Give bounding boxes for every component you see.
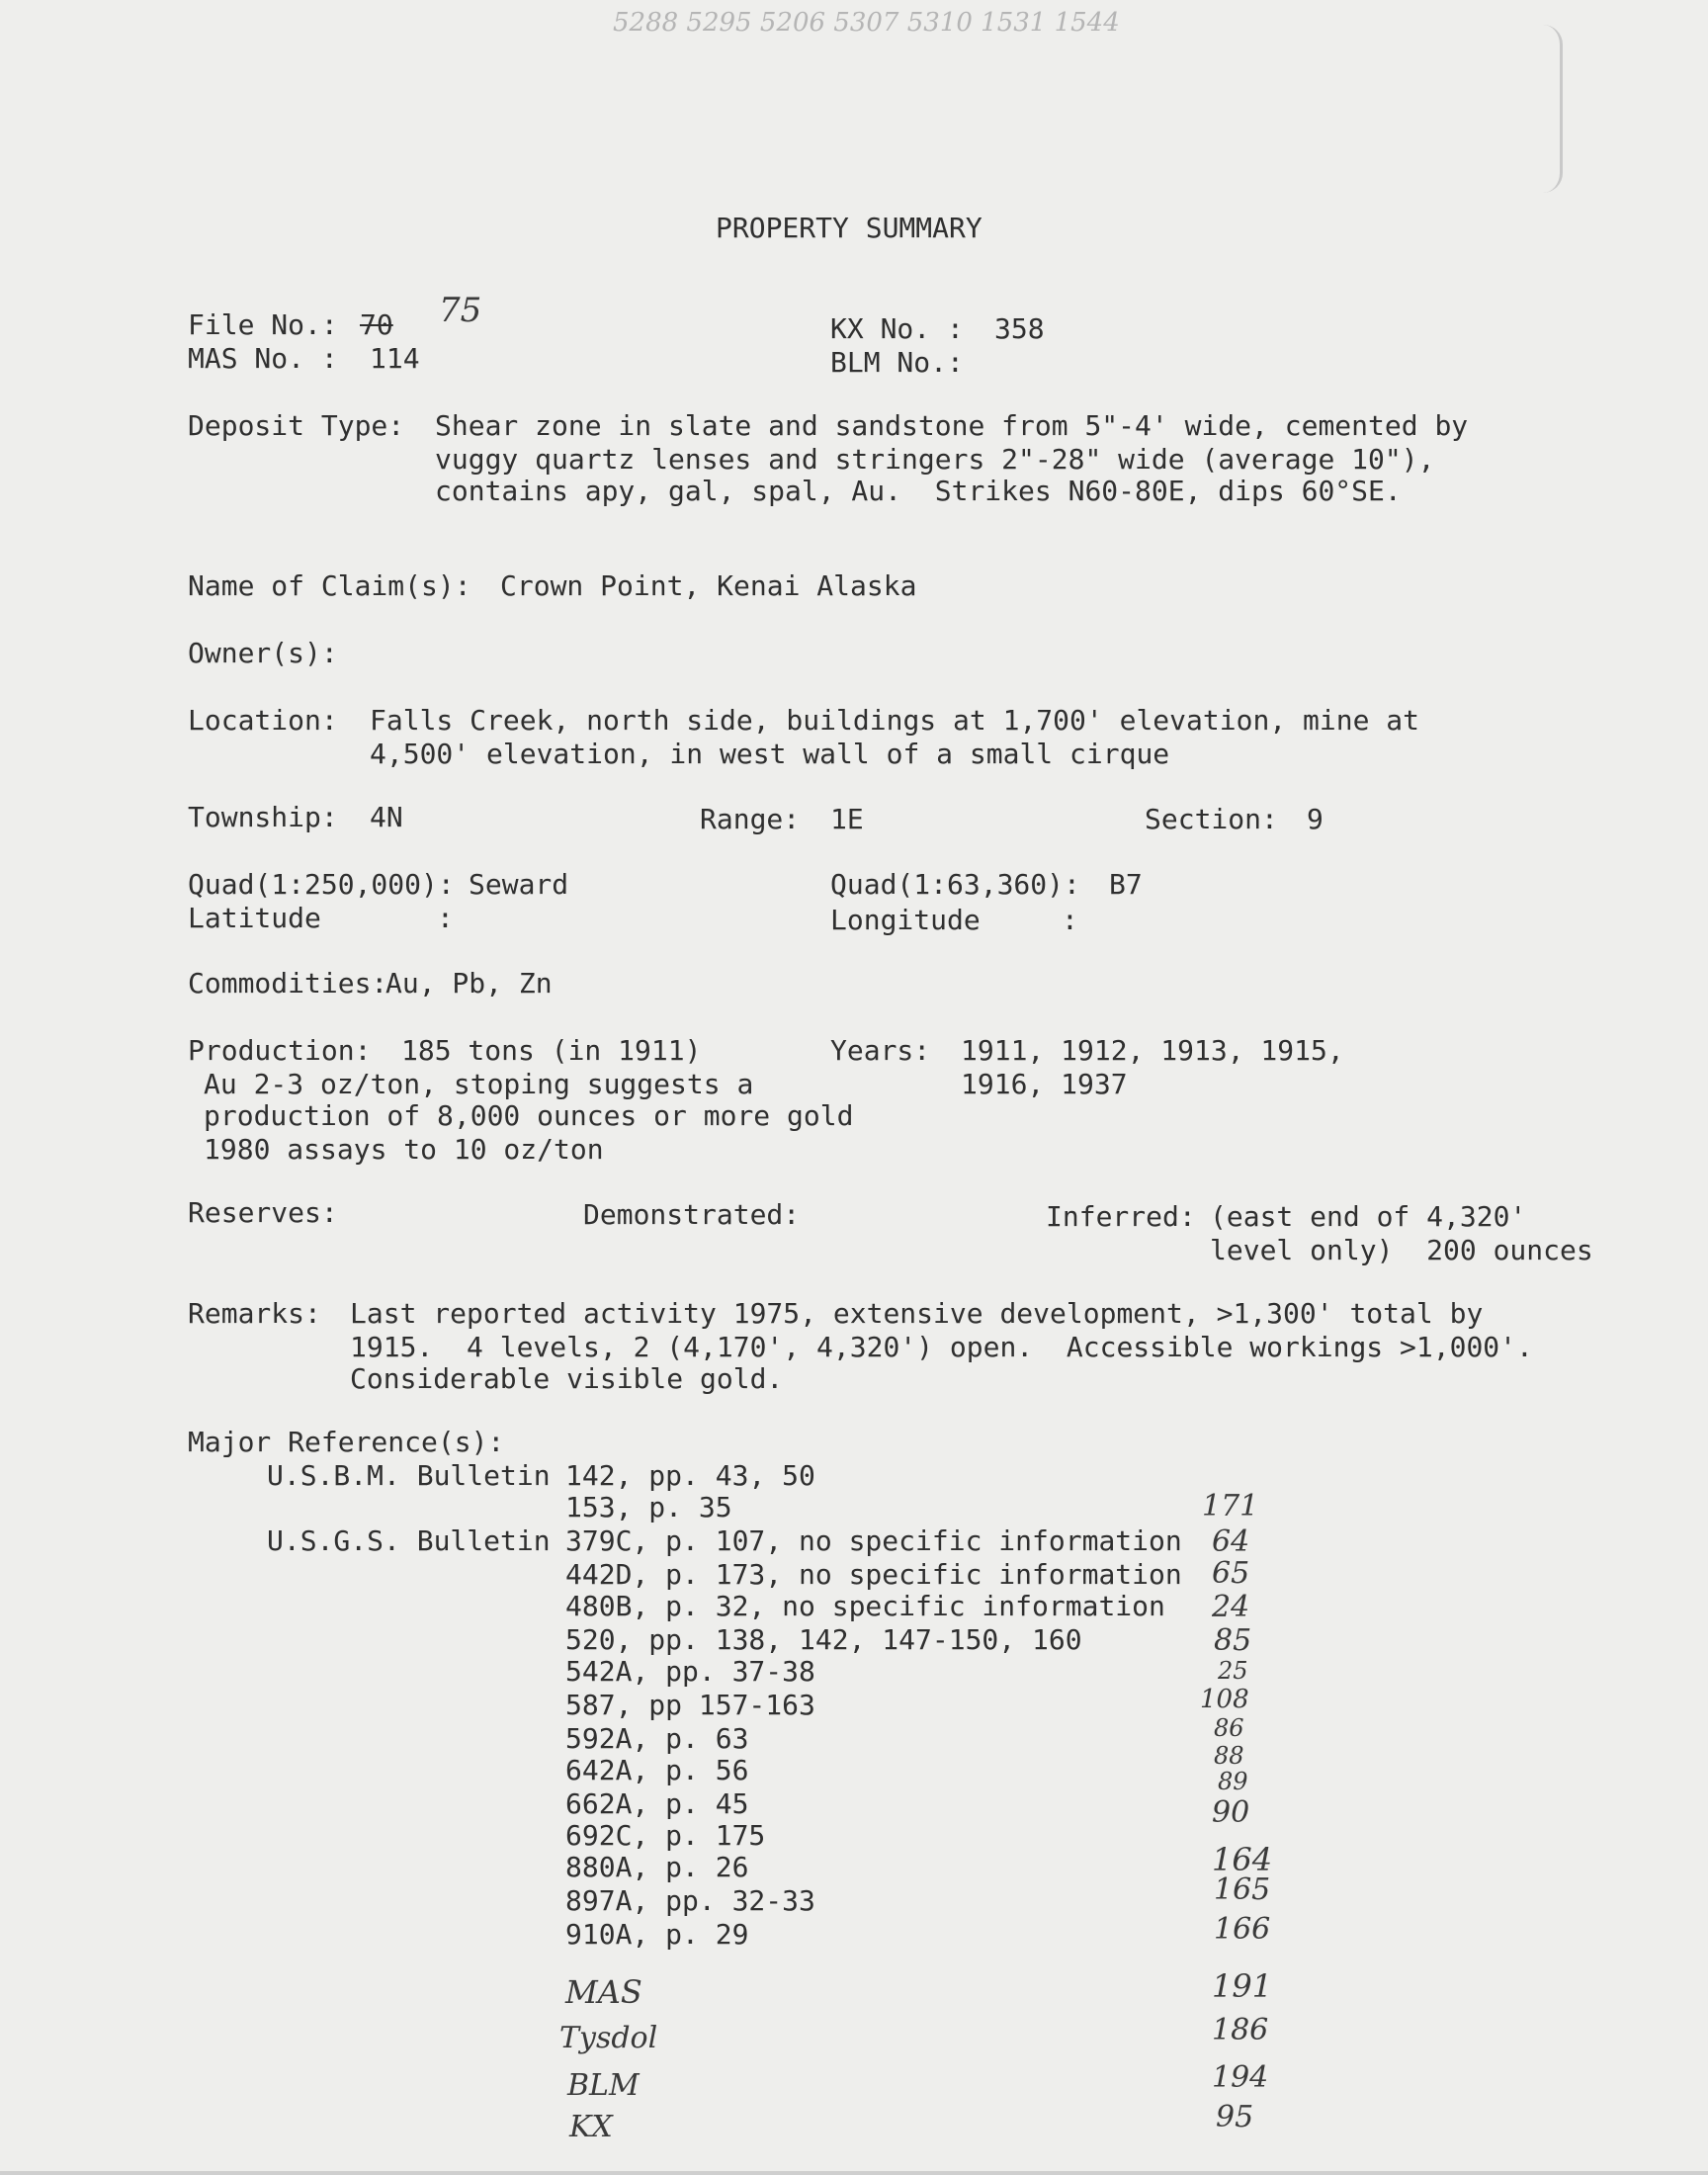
remarks-line: Considerable visible gold. <box>350 1362 784 1395</box>
latitude-label: Latitude <box>188 902 321 934</box>
handwritten-number: 86 <box>1214 1714 1244 1742</box>
longitude-separator: : <box>1062 904 1078 936</box>
handwritten-number: 88 <box>1214 1742 1244 1770</box>
usgs-bulletin-label: U.S.G.S. Bulletin <box>267 1524 551 1557</box>
usgs-reference: 692C, p. 175 <box>565 1819 766 1852</box>
handwritten-number: 165 <box>1214 1872 1271 1907</box>
deposit-type-line: Shear zone in slate and sandstone from 5"-4' wide, cemented by <box>435 409 1469 442</box>
quad-63360-value: B7 <box>1109 868 1143 901</box>
years-line: 1916, 1937 <box>961 1068 1128 1100</box>
commodities-label: Commodities: <box>188 967 388 1000</box>
quad-250000-label: Quad(1:250,000): <box>188 868 455 901</box>
page-bottom-edge <box>0 2171 1708 2175</box>
references-label: Major Reference(s): <box>188 1426 505 1458</box>
years-line: 1911, 1912, 1913, 1915, <box>961 1034 1344 1067</box>
handwritten-number: 64 <box>1212 1524 1250 1559</box>
handwritten-number: 171 <box>1202 1489 1259 1523</box>
handwritten-reference-number: 191 <box>1212 1967 1273 2005</box>
handwritten-number: 166 <box>1214 1912 1271 1947</box>
handwritten-number: 89 <box>1218 1768 1248 1795</box>
mas-no-label: MAS No. : <box>188 342 338 375</box>
usgs-reference: 480B, p. 32, no specific information <box>565 1590 1165 1622</box>
usgs-reference: 880A, p. 26 <box>565 1851 749 1883</box>
deposit-type-line: vuggy quartz lenses and stringers 2"-28" wide (average 10"), <box>435 443 1435 476</box>
usgs-reference: 592A, p. 63 <box>565 1722 749 1755</box>
location-line: 4,500' elevation, in west wall of a small cirque <box>370 738 1170 770</box>
section-label: Section: <box>1145 803 1278 835</box>
handwritten-reference-label: Tysdol <box>559 2021 658 2055</box>
handwritten-number: 85 <box>1214 1623 1252 1658</box>
inferred-line: level only) 200 ounces <box>1210 1234 1593 1266</box>
range-label: Range: <box>700 803 801 835</box>
production-value: 185 tons (in 1911) <box>401 1034 702 1067</box>
latitude-separator: : <box>437 902 454 934</box>
inferred-line: (east end of 4,320' <box>1210 1200 1527 1233</box>
usbm-reference: 153, p. 35 <box>565 1491 732 1523</box>
kx-no-label: KX No. : <box>830 312 964 345</box>
file-no-struck-value: 70 <box>360 308 393 341</box>
location-line: Falls Creek, north side, buildings at 1,700' elevation, mine at <box>370 704 1420 737</box>
inferred-label: Inferred: <box>1046 1200 1196 1233</box>
handwritten-number: 65 <box>1212 1556 1250 1591</box>
usgs-reference: 542A, pp. 37-38 <box>565 1655 815 1688</box>
page-title: PROPERTY SUMMARY <box>716 212 982 244</box>
deposit-type-line: contains apy, gal, spal, Au. Strikes N60-80E, dips 60°SE. <box>435 475 1402 507</box>
mas-no-value: 114 <box>370 342 420 375</box>
production-line: 1980 assays to 10 oz/ton <box>204 1133 604 1166</box>
usgs-reference: 379C, p. 107, no specific information <box>565 1524 1182 1557</box>
handwritten-reference-label: BLM <box>567 2068 640 2103</box>
owners-label: Owner(s): <box>188 637 338 669</box>
margin-bracket-mark <box>1524 25 1563 193</box>
quad-63360-label: Quad(1:63,360): <box>830 868 1080 901</box>
handwritten-number: 108 <box>1200 1685 1249 1714</box>
handwritten-reference-number: 194 <box>1212 2060 1269 2095</box>
usgs-reference: 587, pp 157-163 <box>565 1689 815 1721</box>
township-label: Township: <box>188 801 338 833</box>
remarks-line: 1915. 4 levels, 2 (4,170', 4,320') open. Accessible workings >1,000'. <box>350 1331 1533 1363</box>
usgs-reference: 642A, p. 56 <box>565 1754 749 1786</box>
usbm-reference: 142, pp. 43, 50 <box>565 1459 815 1492</box>
claims-label: Name of Claim(s): <box>188 569 471 602</box>
remarks-line: Last reported activity 1975, extensive development, >1,300' total by <box>350 1297 1484 1330</box>
usgs-reference: 520, pp. 138, 142, 147-150, 160 <box>565 1623 1082 1656</box>
kx-no-value: 358 <box>994 312 1045 345</box>
quad-250000-value: Seward <box>469 868 569 901</box>
usgs-reference: 662A, p. 45 <box>565 1787 749 1820</box>
range-value: 1E <box>830 803 864 835</box>
production-line: production of 8,000 ounces or more gold <box>204 1099 854 1132</box>
handwritten-number: 25 <box>1218 1657 1248 1685</box>
remarks-label: Remarks: <box>188 1297 321 1330</box>
blm-no-label: BLM No.: <box>830 346 964 379</box>
handwritten-number: 90 <box>1212 1795 1250 1830</box>
years-label: Years: <box>830 1034 931 1067</box>
commodities-value: Au, Pb, Zn <box>385 967 553 1000</box>
production-label: Production: <box>188 1034 372 1067</box>
handwritten-reference-number: 95 <box>1216 2100 1254 2134</box>
demonstrated-label: Demonstrated: <box>583 1198 801 1231</box>
usgs-reference: 910A, p. 29 <box>565 1918 749 1951</box>
handwritten-reference-label: MAS <box>565 1973 642 2011</box>
production-line: Au 2-3 oz/ton, stoping suggests a <box>204 1068 754 1100</box>
handwritten-reference-number: 186 <box>1212 2013 1269 2047</box>
location-label: Location: <box>188 704 338 737</box>
township-value: 4N <box>370 801 403 833</box>
usgs-reference: 897A, pp. 32-33 <box>565 1884 815 1917</box>
file-no-label: File No.: <box>188 308 338 341</box>
handwritten-number: 24 <box>1212 1590 1250 1624</box>
claims-value: Crown Point, Kenai Alaska <box>500 569 917 602</box>
section-value: 9 <box>1307 803 1324 835</box>
handwritten-reference-label: KX <box>569 2110 613 2144</box>
faded-top-note: 5288 5295 5206 5307 5310 1531 1544 <box>613 8 1120 38</box>
usgs-reference: 442D, p. 173, no specific information <box>565 1558 1182 1591</box>
reserves-label: Reserves: <box>188 1196 338 1229</box>
handwritten-number: 164 <box>1212 1841 1273 1878</box>
deposit-type-label: Deposit Type: <box>188 409 405 442</box>
file-no-handwritten-value: 75 <box>439 291 482 330</box>
longitude-label: Longitude <box>830 904 981 936</box>
usbm-bulletin-label: U.S.B.M. Bulletin <box>267 1459 551 1492</box>
